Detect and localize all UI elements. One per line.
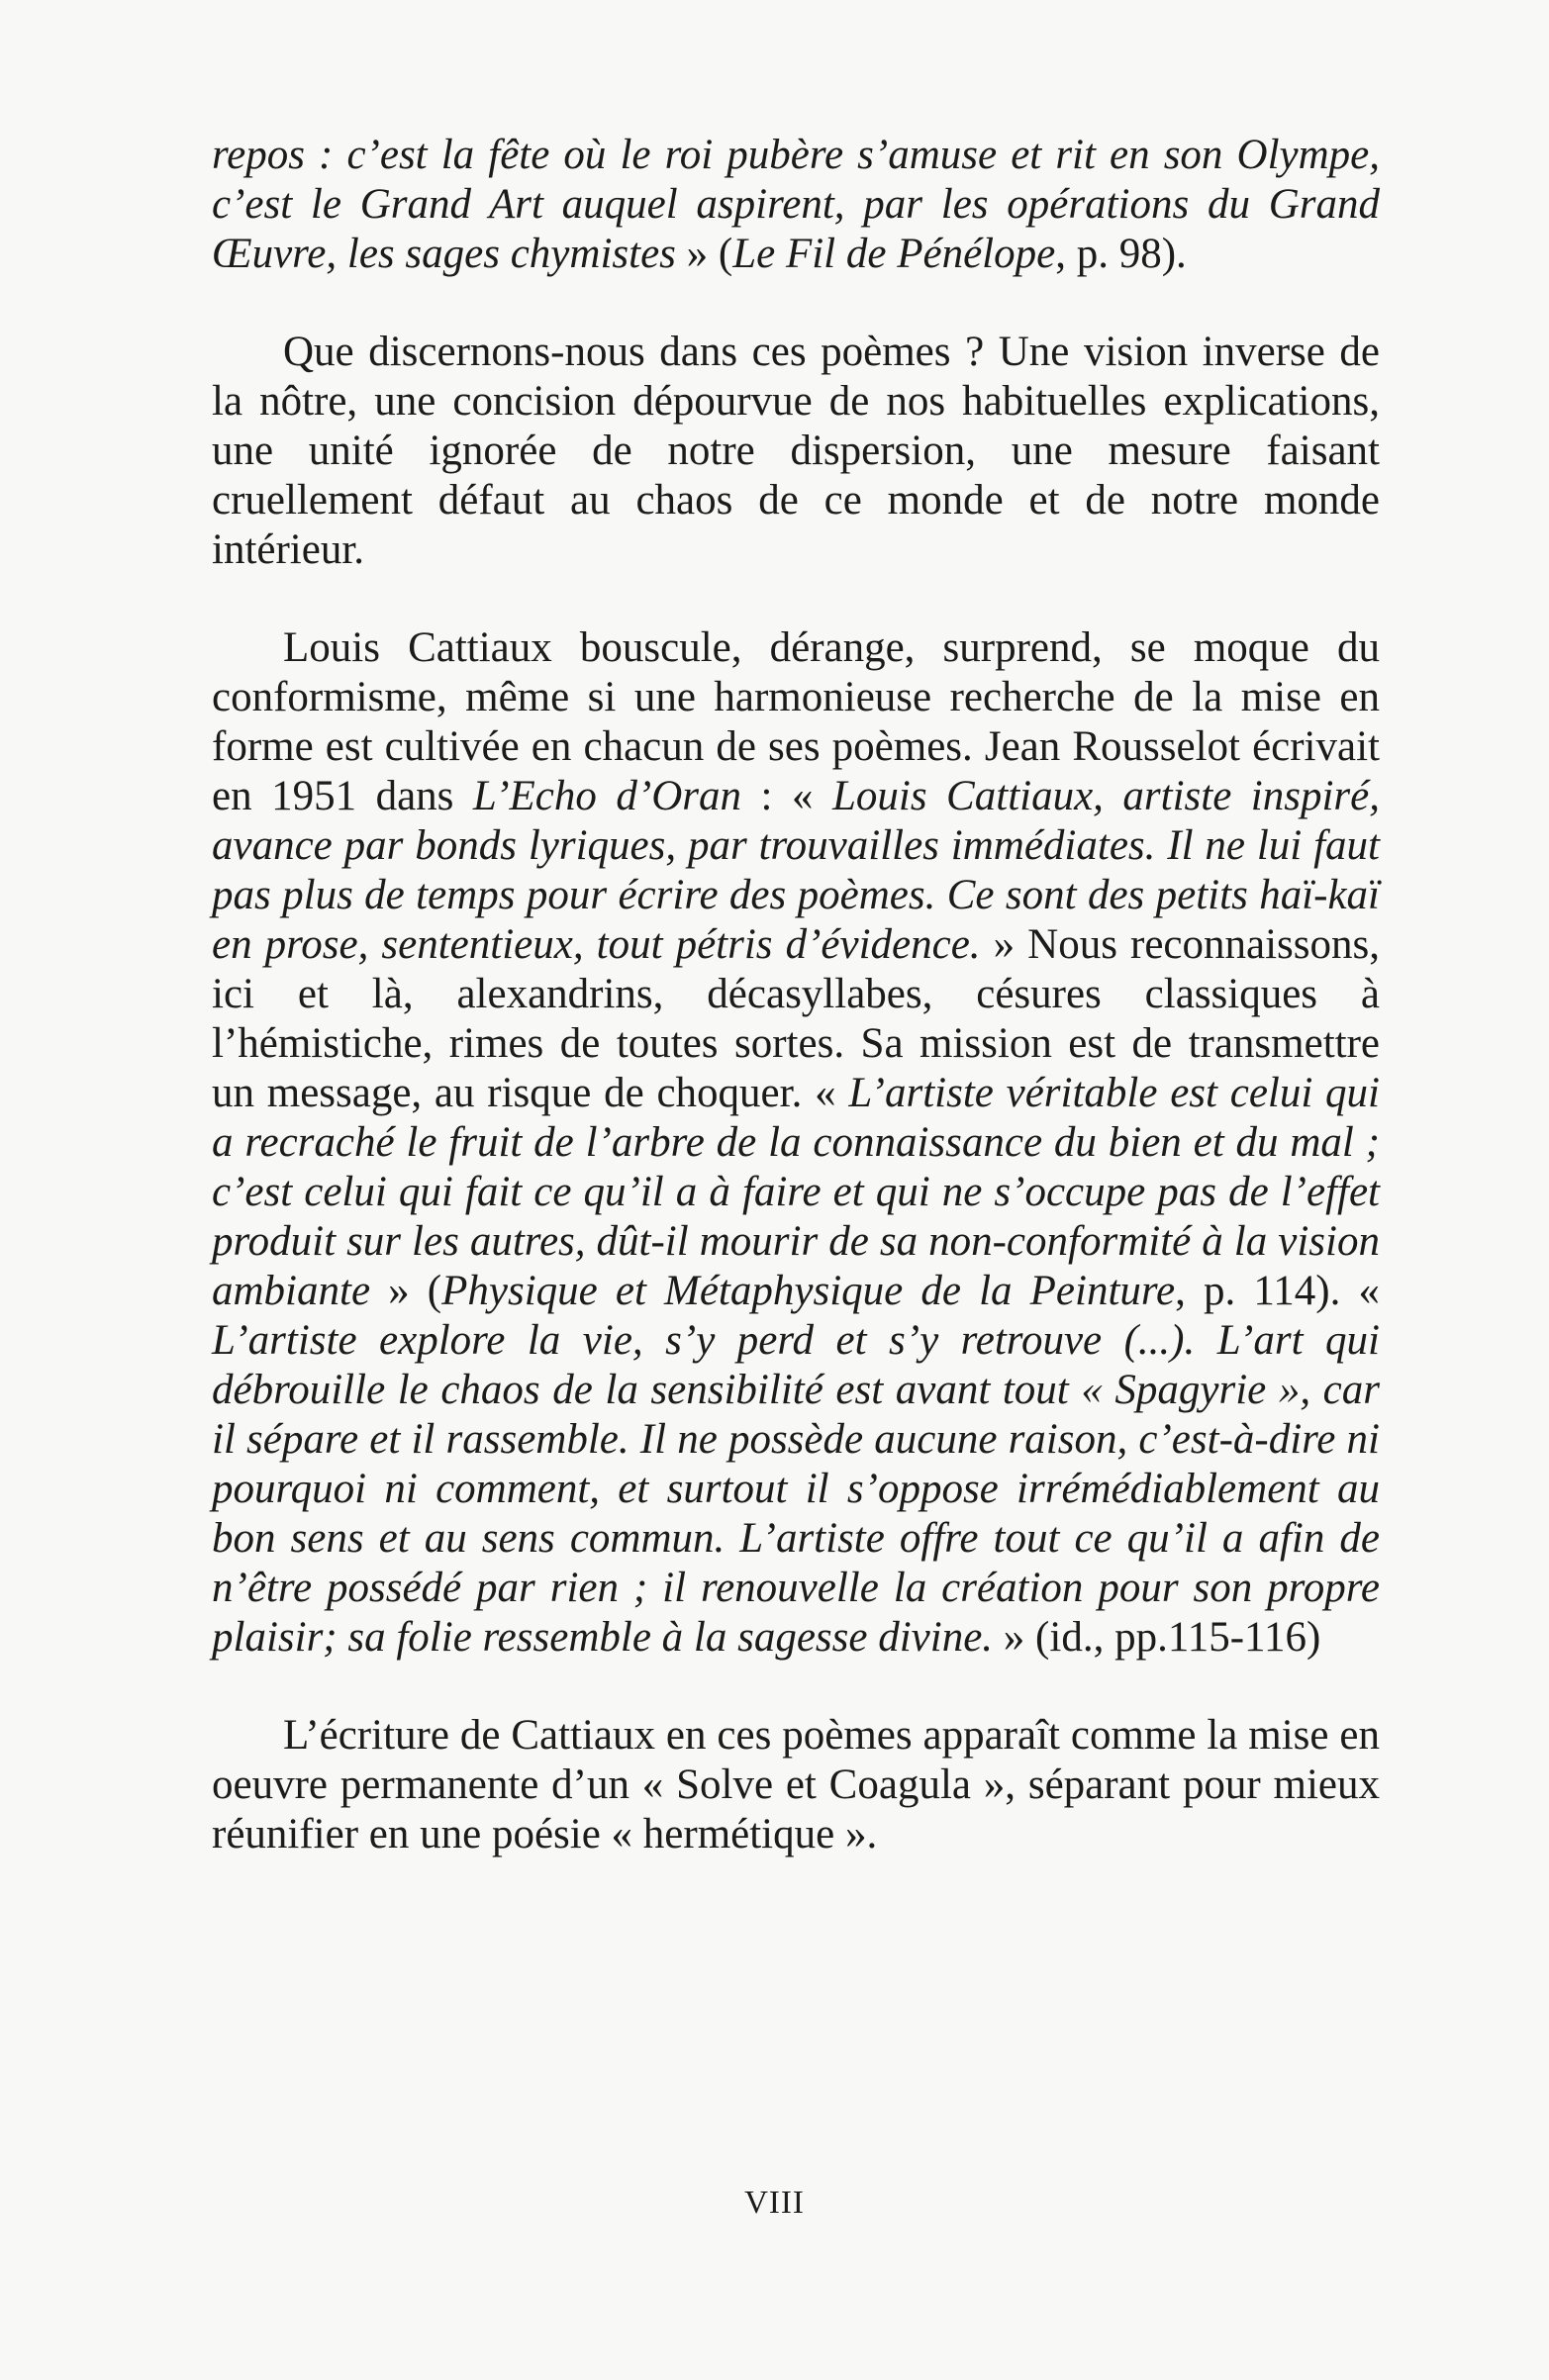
text-span: Physique et Métaphysique de la Peinture (441, 1268, 1176, 1314)
text-span: , p. 98). (1055, 231, 1187, 277)
text-span: Le Fil de Pénélope (732, 231, 1056, 277)
text-span: L’artiste véritable est celui qui a recraché le fruit de l’arbre de la connaissance du bien et du mal ; c’est celui qui fait ce qu’il a à faire et qui ne s’occupe pas de l’effet produit sur les autres, dût-il mourir de sa non-conformité à la vision ambiante (212, 1070, 1381, 1314)
text-span: L’écriture de Cattiaux en ces poèmes apparaît comme la mise en oeuvre permanente d’un « Solve et Coagula », séparant pour mieux réunifier en une poésie « hermétique ». (212, 1712, 1380, 1857)
text-span: » ( (370, 1268, 442, 1314)
text-span: » (id., pp.115-116) (993, 1614, 1321, 1661)
paragraph-3 (212, 623, 1380, 1663)
body-text (212, 131, 1380, 1908)
text-span: , p. 114). « (1175, 1268, 1380, 1314)
text-span: » ( (675, 231, 733, 277)
text-span: Louis Cattiaux bouscule, dérange, surprend, se moque du conformisme, même si une harmonieuse recherche de la mise en forme est cultivée en chacun de ses poèmes. Jean Rousselot écrivait en 1951 dans (212, 624, 1380, 819)
text-span: Que discernons-nous dans ces poèmes ? Une vision inverse de la nôtre, une concision dépourvue de nos habituelles explications, une unité ignorée de notre dispersion, une mesure faisant cruellement défaut au chaos de ce monde et de notre monde intérieur. (212, 329, 1380, 573)
paragraph-4 (212, 1711, 1380, 1859)
paragraph-1 (212, 131, 1380, 279)
text-span: repos : c’est la fête où le roi pubère s’amuse et rit en son Olympe, c’est le Grand Art auquel aspirent, par les opérations du Grand Œuvre, les sages chymistes (212, 132, 1380, 277)
page-number: VIII (744, 2185, 805, 2221)
text-span: L’Echo d’Oran (472, 773, 742, 819)
text-span: Louis Cattiaux, artiste inspiré, avance par bonds lyriques, par trouvailles immédiates. Il ne lui faut pas plus de temps pour écrire des poèmes. Ce sont des petits haï-kaï en prose, sententieux, tout pétris d’évidence. (212, 773, 1381, 968)
text-span: » Nous reconnaissons, ici et là, alexandrins, décasyllabes, césures classiques à l’hémistiche, rimes de toutes sortes. Sa mission est de transmettre un message, au risque de choquer. « (212, 921, 1380, 1116)
paragraph-2 (212, 328, 1380, 575)
text-span: : « (741, 773, 832, 819)
text-span: L’artiste explore la vie, s’y perd et s’y retrouve (...). L’art qui débrouille le chaos de la sensibilité est avant tout « Spagyrie », car il sépare et il rassemble. Il ne possède aucune raison, c’est-à-dire ni pourquoi ni comment, et surtout il s’oppose irrémédiablement au bon sens et au sens commun. L’artiste offre tout ce qu’il a afin de n’être possédé par rien ; il renouvelle la création pour son propre plaisir; sa folie ressemble à la sagesse divine. (212, 1317, 1380, 1661)
